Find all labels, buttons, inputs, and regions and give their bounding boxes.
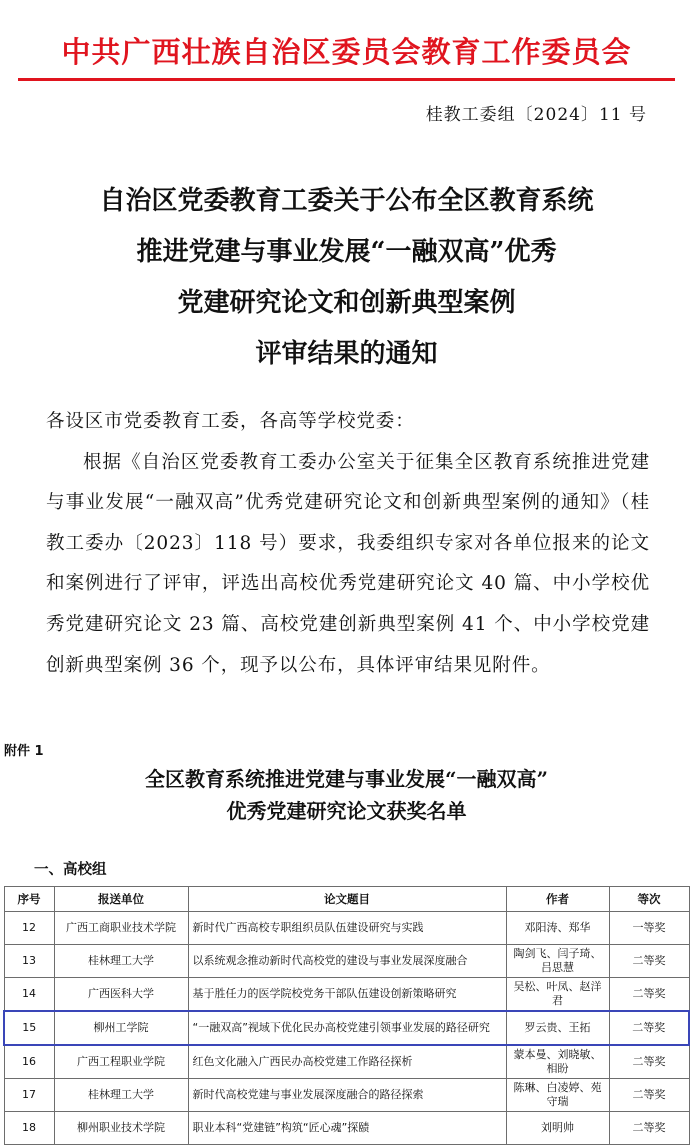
row-author: 陈琳、白凌婷、苑守瑞 [506,1079,609,1112]
row-author: 吴松、叶凤、赵洋君 [506,978,609,1012]
row-title: 新时代高校党建与事业发展深度融合的路径探索 [188,1079,506,1112]
row-author: 邓阳涛、郑华 [506,912,609,945]
table-header-row [4,887,689,912]
row-no: 15 [4,1011,54,1045]
row-no: 17 [4,1079,54,1112]
row-title: 红色文化融入广西民办高校党建工作路径探析 [188,1045,506,1079]
row-unit: 柳州工学院 [54,1011,188,1045]
notice-title [0,176,693,380]
row-grade: 一等奖 [609,912,689,945]
row-grade: 二等奖 [609,978,689,1012]
row-grade: 二等奖 [609,1045,689,1079]
row-grade: 二等奖 [609,945,689,978]
row-unit: 柳州职业技术学院 [54,1112,188,1145]
row-unit: 广西工程职业学院 [54,1045,188,1079]
row-grade: 二等奖 [609,1112,689,1145]
row-unit: 广西工商职业技术学院 [54,912,188,945]
notice-body [46,402,650,686]
row-unit: 广西医科大学 [54,978,188,1012]
header-title: 论文题目 [188,887,506,912]
notice-title-line-3: 党建研究论文和创新典型案例 [177,288,516,318]
row-no: 14 [4,978,54,1012]
table-row [4,978,689,1012]
header-red-rule [18,78,675,81]
salutation: 各设区市党委教育工委，各高等学校党委： [46,411,415,432]
row-grade: 二等奖 [609,1011,689,1045]
table-row-highlighted [4,1011,689,1045]
row-author: 陶剑飞、闫子琦、吕思慧 [506,945,609,978]
notice-title-line-2: 推进党建与事业发展“一融双高”优秀 [136,237,557,267]
table-row [4,945,689,978]
row-no: 12 [4,912,54,945]
table-row [4,1079,689,1112]
attachment-label: 附件 1 [4,744,44,759]
row-unit: 桂林理工大学 [54,1079,188,1112]
row-title: “一融双高”视域下优化民办高校党建引领事业发展的路径研究 [188,1011,506,1045]
org-header-title: 中共广西壮族自治区委员会教育工作委员会 [61,35,632,69]
header-author: 作者 [506,887,609,912]
notice-title-line-4: 评审结果的通知 [255,339,438,369]
attachment-title [0,763,693,827]
row-author: 蒙本曼、刘晓敏、相盼 [506,1045,609,1079]
row-author: 罗云贵、王拓 [506,1011,609,1045]
notice-title-line-1: 自治区党委教育工委关于公布全区教育系统 [99,186,594,216]
row-grade: 二等奖 [609,1079,689,1112]
table-row [4,1045,689,1079]
row-title: 职业本科“党建链”构筑“匠心魂”探赜 [188,1112,506,1145]
document-number: 桂教工委组〔2024〕11 号 [425,105,647,125]
row-no: 16 [4,1045,54,1079]
row-author: 刘明帅 [506,1112,609,1145]
header-unit: 报送单位 [54,887,188,912]
header-grade: 等次 [609,887,689,912]
row-no: 13 [4,945,54,978]
row-title: 以系统观念推动新时代高校党的建设与事业发展深度融合 [188,945,506,978]
header-no: 序号 [4,887,54,912]
attachment-title-line-2: 优秀党建研究论文获奖名单 [226,799,467,823]
body-paragraph: 根据《自治区党委教育工委办公室关于征集全区教育系统推进党建与事业发展“一融双高”优秀党建研究论文和创新典型案例的通知》（桂教工委办〔2023〕118 号）要求，我委组织专家对各单位报来的论文和案例进行了评审，评选出高校优秀党建研究论文 40 篇、中小学校优秀党建研究论文 23 篇、高校党建创新典型案例 41 个、中小学校党建创新典型案例 36 个，现予以公布，具体评审结果见附件。 [46,451,650,676]
award-table [3,886,690,1145]
row-unit: 桂林理工大学 [54,945,188,978]
row-title: 基于胜任力的医学院校党务干部队伍建设创新策略研究 [188,978,506,1012]
table-row [4,1112,689,1145]
attachment-title-line-1: 全区教育系统推进党建与事业发展“一融双高” [144,767,548,791]
section-label: 一、高校组 [34,862,107,878]
row-no: 18 [4,1112,54,1145]
row-title: 新时代广西高校专职组织员队伍建设研究与实践 [188,912,506,945]
table-row [4,912,689,945]
